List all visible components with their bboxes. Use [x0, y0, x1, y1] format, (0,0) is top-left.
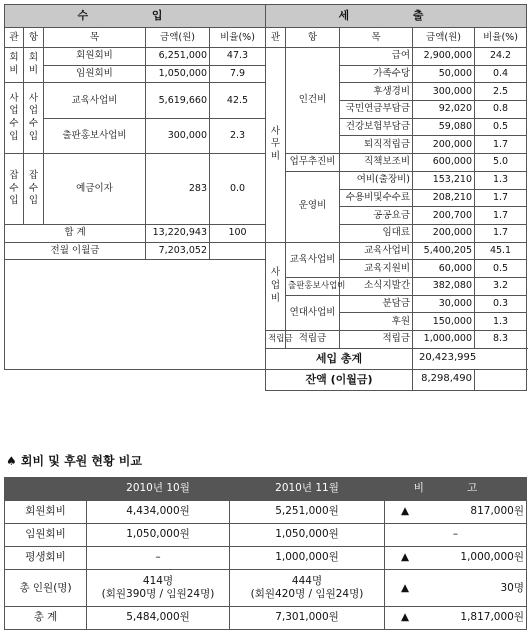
expense-item-amount: 2,900,000 — [413, 48, 475, 66]
comparison-oct-value: 5,484,000원 — [87, 607, 230, 630]
expense-gwan-project: 사업비 — [266, 242, 286, 330]
expense-item-label: 적립금 — [340, 331, 413, 349]
comparison-nov-value: 7,301,000원 — [230, 607, 385, 630]
col-gwan: 관 — [5, 28, 24, 48]
col-mok: 목 — [340, 28, 413, 48]
expense-item-ratio: 3.2 — [475, 277, 527, 295]
empty-cell — [475, 369, 527, 390]
col-mok: 목 — [44, 28, 146, 48]
comparison-oct-value: 4,434,000원 — [87, 501, 230, 524]
expense-hang-personnel: 인건비 — [286, 48, 340, 154]
expense-item-ratio: 0.4 — [475, 65, 527, 83]
comparison-note-value: – — [452, 528, 459, 541]
expense-item-label: 소식지발간 — [340, 277, 413, 295]
section-title: ♠ 회비 및 후원 현황 비교 — [6, 454, 142, 468]
expense-item-label: 후생경비 — [340, 83, 413, 101]
expense-item-label: 수용비및수수료 — [340, 189, 413, 207]
comparison-note-value: 817,000원 — [470, 505, 524, 518]
comparison-note-value: 1,000,000원 — [460, 551, 524, 564]
expense-item-label: 교육지원비 — [340, 260, 413, 278]
comparison-oct-breakdown: (회원390명 / 임원24명) — [101, 588, 215, 600]
increase-marker-icon: ▲ — [401, 581, 410, 594]
expense-hang-business-promo: 업무추진비 — [286, 154, 340, 172]
expense-item-amount: 600,000 — [413, 154, 475, 172]
empty-area — [5, 260, 266, 369]
expense-hang-reserve: 적립금 — [286, 331, 340, 349]
income-total-amount: 13,220,943 — [146, 224, 210, 242]
expense-hang-operation: 운영비 — [286, 171, 340, 242]
carryover-label: 전월 이월금 — [5, 242, 146, 260]
expense-item-ratio: 1.7 — [475, 224, 527, 242]
expense-item-amount: 30,000 — [413, 295, 475, 313]
income-item-ratio: 7.9 — [210, 65, 266, 83]
expense-item-ratio: 8.3 — [475, 331, 527, 349]
expense-item-amount: 153,210 — [413, 171, 475, 189]
expense-item-ratio: 1.7 — [475, 136, 527, 154]
expense-item-ratio: 1.3 — [475, 313, 527, 331]
comparison-note-value: 1,817,000원 — [460, 611, 524, 624]
expense-item-amount: 200,700 — [413, 207, 475, 225]
col-gwan: 관 — [266, 28, 286, 48]
income-item-ratio: 42.5 — [210, 83, 266, 118]
comparison-note-value: 30명 — [500, 581, 524, 594]
increase-marker-icon: ▲ — [401, 551, 410, 564]
empty-cell — [210, 242, 266, 260]
expense-item-amount: 382,080 — [413, 277, 475, 295]
comparison-row-label: 총 인원(명) — [5, 570, 87, 607]
expense-hang-education: 교육사업비 — [286, 242, 340, 277]
comparison-header-oct: 2010년 10월 — [87, 478, 230, 501]
comparison-nov-value — [230, 570, 385, 607]
comparison-row-label: 총 계 — [5, 607, 87, 630]
col-amount: 금액(원) — [146, 28, 210, 48]
income-hang-misc: 잡수입 — [24, 154, 44, 225]
expense-item-label: 임대료 — [340, 224, 413, 242]
expense-gwan-office: 사무비 — [266, 48, 286, 243]
income-total-label: 합 계 — [5, 224, 146, 242]
income-item-label: 교육사업비 — [44, 83, 146, 118]
income-item-ratio: 47.3 — [210, 48, 266, 66]
comparison-note — [385, 607, 527, 630]
expense-item-label: 공공요금 — [340, 207, 413, 225]
comparison-table — [4, 477, 527, 630]
expense-item-amount: 1,000,000 — [413, 331, 475, 349]
col-ratio: 비율(%) — [210, 28, 266, 48]
comparison-header-note: 비 고 — [385, 478, 527, 501]
expense-item-ratio: 1.7 — [475, 189, 527, 207]
income-item-amount: 300,000 — [146, 118, 210, 153]
expense-item-label: 직책보조비 — [340, 154, 413, 172]
expense-item-amount: 5,400,205 — [413, 242, 475, 260]
comparison-header-empty — [5, 478, 87, 501]
income-hang-membership: 회비 — [24, 48, 44, 83]
income-gwan-business: 사업수입 — [5, 83, 24, 154]
income-total-ratio: 100 — [210, 224, 266, 242]
comparison-oct-count: 414명 — [142, 575, 174, 588]
income-item-label: 출판홍보사업비 — [44, 118, 146, 153]
expense-item-label: 분담금 — [340, 295, 413, 313]
expense-item-amount: 300,000 — [413, 83, 475, 101]
expense-item-label: 후원 — [340, 313, 413, 331]
comparison-oct-value: – — [87, 547, 230, 570]
balance-amount: 8,298,490 — [413, 369, 475, 390]
col-hang: 항 — [286, 28, 340, 48]
comparison-nov-value: 1,050,000원 — [230, 524, 385, 547]
expense-item-ratio: 5.0 — [475, 154, 527, 172]
comparison-nov-value: 5,251,000원 — [230, 501, 385, 524]
expense-item-label: 여비(출장비) — [340, 171, 413, 189]
income-item-amount: 5,619,660 — [146, 83, 210, 118]
expense-item-ratio: 45.1 — [475, 242, 527, 260]
income-item-amount: 283 — [146, 154, 210, 225]
comparison-row-label: 평생회비 — [5, 547, 87, 570]
expense-item-ratio: 24.2 — [475, 48, 527, 66]
comparison-note — [385, 570, 527, 607]
income-hang-business: 사업수입 — [24, 83, 44, 154]
expense-hang-solidarity: 연대사업비 — [286, 295, 340, 330]
expense-item-label: 퇴직적립금 — [340, 136, 413, 154]
comparison-row-label: 임원회비 — [5, 524, 87, 547]
expense-item-amount: 60,000 — [413, 260, 475, 278]
col-hang: 항 — [24, 28, 44, 48]
expense-item-amount: 50,000 — [413, 65, 475, 83]
increase-marker-icon: ▲ — [401, 611, 410, 624]
carryover-amount: 7,203,052 — [146, 242, 210, 260]
col-amount: 금액(원) — [413, 28, 475, 48]
comparison-note — [385, 501, 527, 524]
comparison-note — [385, 547, 527, 570]
income-item-label: 회원회비 — [44, 48, 146, 66]
expense-item-label: 국민연금부담금 — [340, 101, 413, 119]
expense-item-amount: 150,000 — [413, 313, 475, 331]
expense-item-amount: 200,000 — [413, 224, 475, 242]
income-gwan-membership: 회비 — [5, 48, 24, 83]
empty-cell — [5, 369, 266, 390]
income-gwan-misc: 잡수입 — [5, 154, 24, 225]
expense-item-amount: 208,210 — [413, 189, 475, 207]
expense-header: 세 출 — [266, 5, 527, 28]
income-item-label: 임원회비 — [44, 65, 146, 83]
expense-item-ratio: 1.3 — [475, 171, 527, 189]
expense-item-ratio: 0.5 — [475, 260, 527, 278]
income-header: 수 입 — [5, 5, 266, 28]
expense-item-ratio: 2.5 — [475, 83, 527, 101]
income-item-ratio: 2.3 — [210, 118, 266, 153]
expense-item-label: 가족수당 — [340, 65, 413, 83]
expense-item-amount: 92,020 — [413, 101, 475, 119]
income-grand-total-label: 세입 총계 — [266, 348, 413, 369]
expense-item-amount: 200,000 — [413, 136, 475, 154]
expense-item-ratio: 0.8 — [475, 101, 527, 119]
expense-item-ratio: 0.5 — [475, 118, 527, 136]
expense-item-ratio: 0.3 — [475, 295, 527, 313]
income-item-label: 예금이자 — [44, 154, 146, 225]
comparison-nov-value: 1,000,000원 — [230, 547, 385, 570]
expense-item-amount: 59,080 — [413, 118, 475, 136]
expense-gwan-reserve: 적립금 — [266, 331, 286, 349]
expense-item-label: 급여 — [340, 48, 413, 66]
balance-label: 잔액 (이월금) — [266, 369, 413, 390]
expense-item-ratio: 1.7 — [475, 207, 527, 225]
comparison-nov-count: 444명 — [291, 575, 323, 588]
col-ratio: 비율(%) — [475, 28, 527, 48]
comparison-row-label: 회원회비 — [5, 501, 87, 524]
income-item-amount: 1,050,000 — [146, 65, 210, 83]
income-grand-total-amount: 20,423,995 — [413, 348, 527, 369]
comparison-oct-value — [87, 570, 230, 607]
comparison-nov-breakdown: (회원420명 / 임원24명) — [250, 588, 364, 600]
comparison-oct-value: 1,050,000원 — [87, 524, 230, 547]
income-item-amount: 6,251,000 — [146, 48, 210, 66]
comparison-note — [385, 524, 527, 547]
expense-item-label: 교육사업비 — [340, 242, 413, 260]
expense-hang-publishing: 출판홍보사업비 — [286, 277, 340, 295]
comparison-header-nov: 2010년 11월 — [230, 478, 385, 501]
budget-table — [4, 4, 527, 391]
expense-item-label: 건강보험부담금 — [340, 118, 413, 136]
income-item-ratio: 0.0 — [210, 154, 266, 225]
increase-marker-icon: ▲ — [401, 505, 410, 518]
